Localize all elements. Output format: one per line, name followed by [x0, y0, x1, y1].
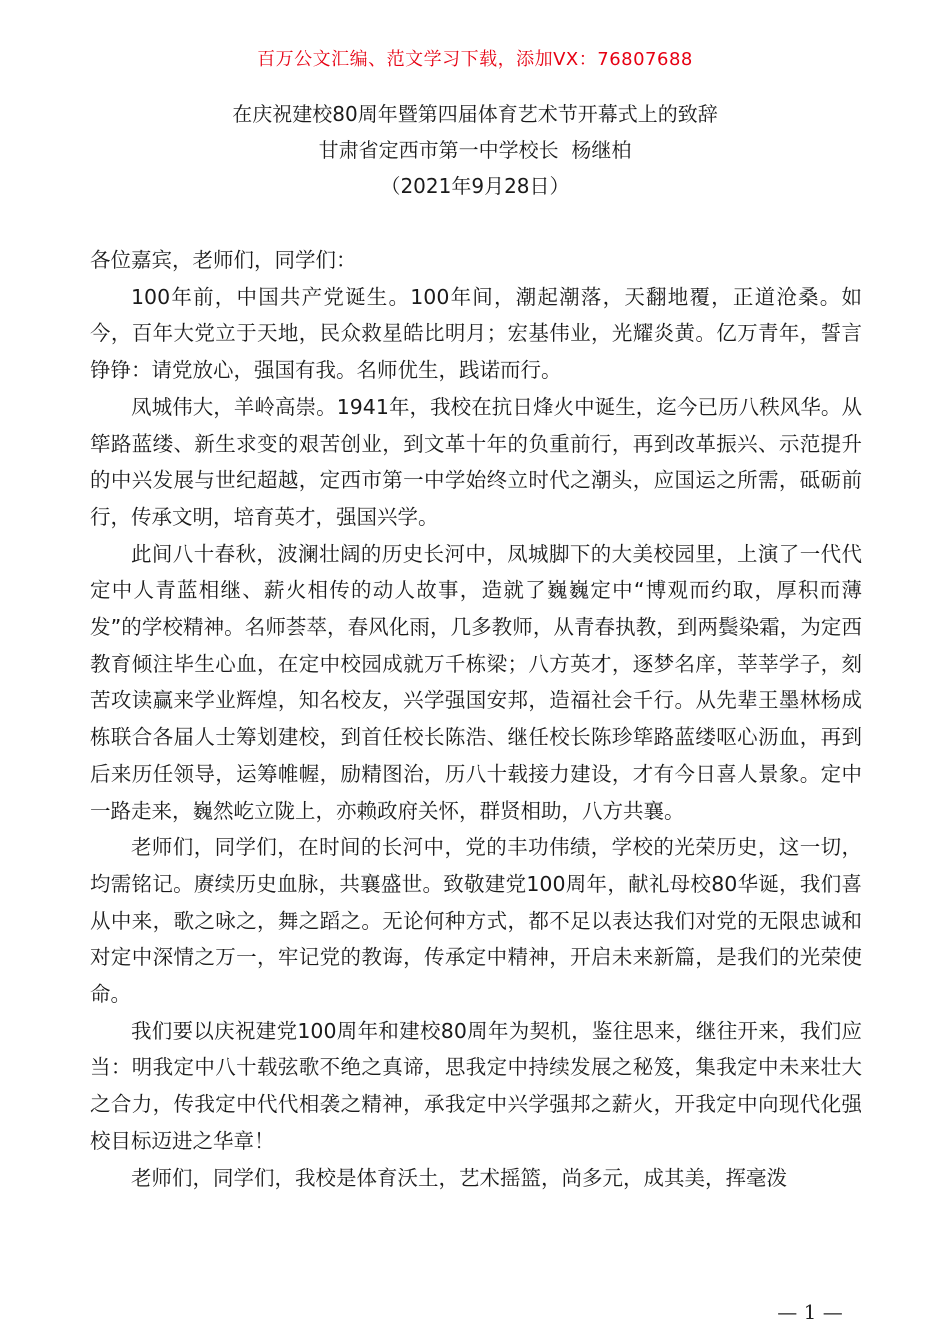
- paragraph: 老师们，同学们，我校是体育沃土，艺术摇篮，尚多元，成其美，挥毫泼: [131, 1165, 787, 1190]
- paragraph: 凤城伟大，羊岭高崇。1941年，我校在抗日烽火中诞生，迄今已历八秩风华。从筚路蓝缕、新生求变的艰苦创业，到文革十年的负重前行，再到改革振兴、示范提升的中兴发展与世纪超越，定西市第一中学始终立时代之潮头，应国运之所需，砥砺前行，传承文明，培育英才，强国兴学。: [90, 394, 862, 529]
- paragraph: 此间八十春秋，波澜壮阔的历史长河中，凤城脚下的大美校园里，上演了一代代定中人青蓝相继、薪火相传的动人故事，造就了巍巍定中“博观而约取，厚积而薄发”的学校精神。名师荟萃，春风化雨，几多教师，从青春执教，到两鬓染霜，为定西教育倾注毕生心血，在定中校园成就万千栋梁；八方英才，逐梦名庠，莘莘学子，刻苦攻读赢来学业辉煌，知名校友，兴学强国安邦，造福社会千行。从先辈王墨林杨成栋联合各届人士筹划建校，到首任校长陈浩、继任校长陈珍筚路蓝缕呕心沥血，再到后来历任领导，运筹帷幄，励精图治，历八十载接力建设，才有今日喜人景象。定中一路走来，巍然屹立陇上，亦赖政府关怀，群贤相助，八方共襄。: [90, 541, 862, 823]
- header-note: 百万公文汇编、范文学习下载，添加VX：76807688: [257, 49, 693, 70]
- title-block: [0, 96, 950, 204]
- date-line: （2021年9月28日）: [380, 174, 570, 198]
- paragraph: 我们要以庆祝建党100周年和建校80周年为契机，鉴往思来，继往开来，我们应当：明我定中八十载弦歌不绝之真谛，思我定中持续发展之秘笈，集我定中未来壮大之合力，传我定中代代相袭之精神，承我定中兴学强邦之薪火，开我定中向现代化强校目标迈进之华章！: [90, 1018, 862, 1153]
- body-text: [90, 242, 862, 1196]
- salutation: 各位嘉宾，老师们，同学们：: [90, 248, 357, 272]
- page-number: — 1 —: [777, 1300, 843, 1324]
- author-line: 甘肃省定西市第一中学校长 杨继柏: [318, 138, 632, 162]
- document-title: 在庆祝建校80周年暨第四届体育艺术节开幕式上的致辞: [232, 102, 718, 126]
- paragraph: 100年前，中国共产党诞生。100年间，潮起潮落，天翻地覆，正道沧桑。如今，百年大党立于天地，民众救星皓比明月；宏基伟业，光耀炎黄。亿万青年，誓言铮铮：请党放心，强国有我。名师优生，践诺而行。: [90, 284, 862, 383]
- paragraph: 老师们，同学们，在时间的长河中，党的丰功伟绩，学校的光荣历史，这一切，均需铭记。赓续历史血脉，共襄盛世。致敬建党100周年，献礼母校80华诞，我们喜从中来，歌之咏之，舞之蹈之。无论何种方式，都不足以表达我们对党的无限忠诚和对定中深情之万一，牢记党的教诲，传承定中精神，开启未来新篇，是我们的光荣使命。: [90, 835, 862, 1007]
